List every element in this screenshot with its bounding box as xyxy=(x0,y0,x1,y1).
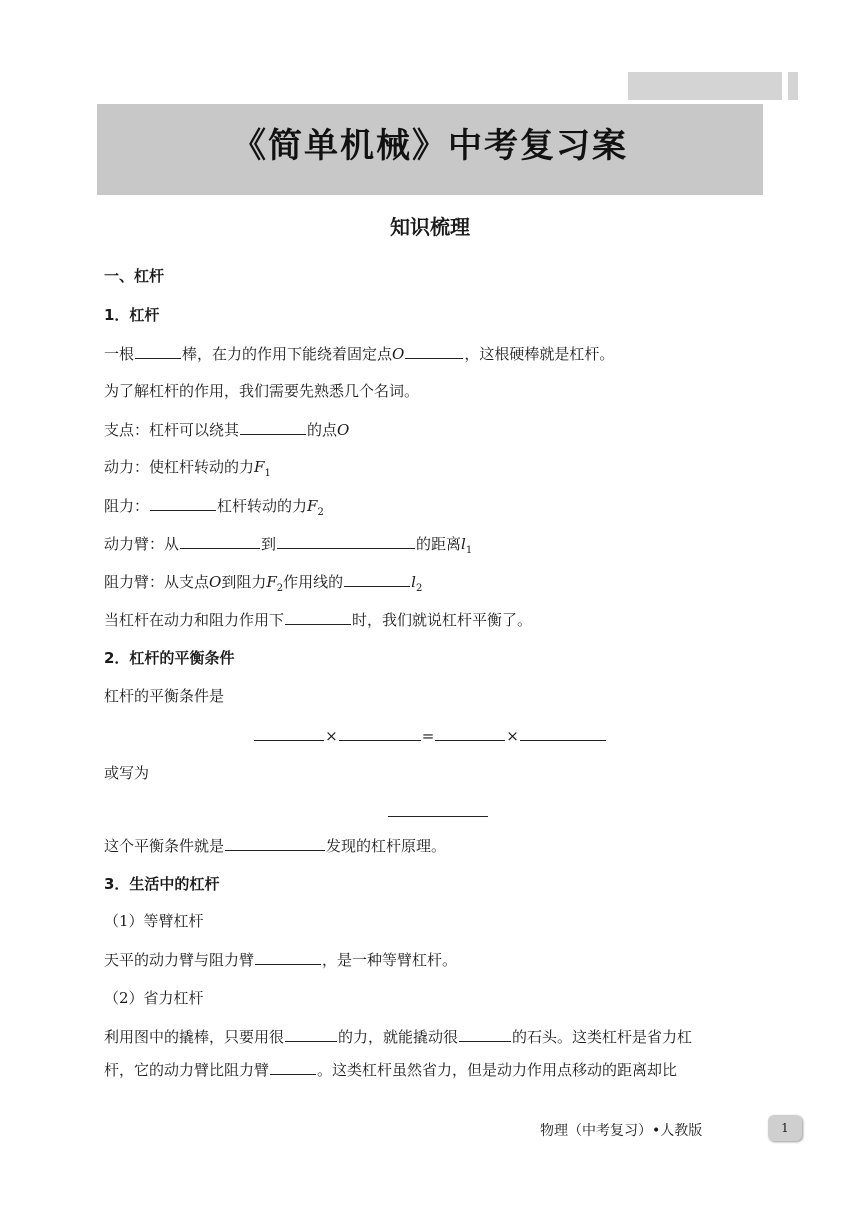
paragraph-alt-form: 或写为 xyxy=(104,764,150,782)
fill-blank[interactable] xyxy=(225,835,325,851)
symbol-l: l xyxy=(411,573,416,591)
heading-lever: 一、杠杆 xyxy=(104,267,165,285)
header-tab-decoration-small xyxy=(788,72,798,100)
symbol-f: F xyxy=(307,497,318,515)
symbol-o: O xyxy=(209,573,222,591)
fill-blank[interactable] xyxy=(520,725,606,741)
section-title: 知识梳理 xyxy=(390,215,470,239)
subheading-balance-condition: 2．杠杆的平衡条件 xyxy=(104,649,235,667)
text-segment: 棒，在力的作用下能绕着固定点 xyxy=(182,345,393,363)
paragraph-terms-intro: 为了解杠杆的作用，我们需要先熟悉几个名词。 xyxy=(104,382,420,400)
text-segment: 的点 xyxy=(307,421,338,439)
fill-blank[interactable] xyxy=(135,343,181,359)
subscript: 2 xyxy=(276,583,284,594)
paragraph-effort-arm xyxy=(104,533,472,561)
paragraph-lever-definition xyxy=(104,343,614,364)
times-sign: × xyxy=(506,727,519,745)
subheading-levers-in-life: 3．生活中的杠杆 xyxy=(104,875,220,893)
text-segment: ，是一种等臂杠杆。 xyxy=(322,951,458,969)
fill-blank[interactable] xyxy=(459,1026,511,1042)
paragraph-fulcrum xyxy=(104,419,349,440)
text-segment: 动力臂：从 xyxy=(104,535,180,553)
subscript: 2 xyxy=(317,507,324,518)
page-number: 1 xyxy=(781,1121,789,1135)
text-segment: 。这类杠杆虽然省力，但是动力作用点移动的距离却比 xyxy=(317,1061,678,1079)
text-segment: ，这根硬棒就是杠杆。 xyxy=(464,345,615,363)
text-segment: 杠杆转动的力 xyxy=(217,497,308,515)
formula-balance xyxy=(0,725,860,746)
text-segment: 杆，它的动力臂比阻力臂 xyxy=(104,1061,270,1079)
text-segment: 阻力臂：从支点 xyxy=(104,573,210,591)
text-segment: 这个平衡条件就是 xyxy=(104,837,225,855)
page-number-badge xyxy=(768,1115,802,1141)
fill-blank[interactable] xyxy=(255,949,321,965)
text-segment: 支点：杠杆可以绕其 xyxy=(104,421,240,439)
item-equal-arm-lever: （1）等臂杠杆 xyxy=(104,912,204,930)
subheading-lever: 1．杠杆 xyxy=(104,306,160,324)
fill-blank[interactable] xyxy=(285,609,351,625)
fill-blank[interactable] xyxy=(405,343,463,359)
paragraph-crowbar xyxy=(104,1026,692,1047)
text-segment: 的距离 xyxy=(416,535,462,553)
paragraph-balance-condition: 杠杆的平衡条件是 xyxy=(104,687,225,705)
symbol-f: F xyxy=(266,573,277,591)
text-segment: 发现的杠杆原理。 xyxy=(326,837,447,855)
paragraph-balance xyxy=(104,609,532,630)
paragraph-crowbar-continued xyxy=(104,1059,677,1080)
paragraph-lever-principle xyxy=(104,835,446,856)
header-tab-decoration xyxy=(628,72,782,100)
subscript: 1 xyxy=(465,545,473,556)
paragraph-balance-scale xyxy=(104,949,457,970)
fill-blank[interactable] xyxy=(150,495,216,511)
fill-blank[interactable] xyxy=(270,1059,316,1075)
paragraph-resistance-force xyxy=(104,495,324,523)
text-segment: 到阻力 xyxy=(221,573,267,591)
fill-blank[interactable] xyxy=(277,533,415,549)
times-sign: × xyxy=(325,727,338,745)
equals-sign: = xyxy=(421,727,435,745)
fill-blank[interactable] xyxy=(254,725,324,741)
text-segment: 动力：使杠杆转动的力 xyxy=(104,458,255,476)
subscript: 2 xyxy=(415,583,423,594)
symbol-o: O xyxy=(392,345,405,363)
fill-blank[interactable] xyxy=(240,419,306,435)
text-segment: 一根 xyxy=(104,345,135,363)
symbol-f: F xyxy=(254,458,265,476)
text-segment: 的石头。这类杠杆是省力杠 xyxy=(512,1028,693,1046)
paragraph-resistance-arm xyxy=(104,571,422,599)
text-segment: 的力，就能撬动很 xyxy=(338,1028,459,1046)
text-segment: 时，我们就说杠杆平衡了。 xyxy=(352,611,533,629)
footer-book-info: 物理（中考复习）•人教版 xyxy=(540,1123,703,1139)
text-segment: 当杠杆在动力和阻力作用下 xyxy=(104,611,285,629)
fill-blank[interactable] xyxy=(339,725,421,741)
item-force-saving-lever: （2）省力杠杆 xyxy=(104,989,204,1007)
text-segment: 到 xyxy=(261,535,277,553)
paragraph-effort-force xyxy=(104,457,271,484)
text-segment: 利用图中的撬棒，只要用很 xyxy=(104,1028,285,1046)
symbol-l: l xyxy=(461,535,466,553)
symbol-o: O xyxy=(337,421,350,439)
subscript: 1 xyxy=(264,468,271,479)
text-segment: 天平的动力臂与阻力臂 xyxy=(104,951,255,969)
page-title: 《简单机械》中考复习案 xyxy=(232,126,628,166)
fill-blank[interactable] xyxy=(435,725,505,741)
fill-blank[interactable] xyxy=(180,533,260,549)
fill-blank[interactable] xyxy=(344,571,410,587)
fill-blank[interactable] xyxy=(285,1026,337,1042)
title-banner xyxy=(97,104,763,195)
text-segment: 作用线的 xyxy=(283,573,344,591)
text-segment: 阻力： xyxy=(104,497,150,515)
formula-blank-ratio[interactable] xyxy=(388,816,488,817)
